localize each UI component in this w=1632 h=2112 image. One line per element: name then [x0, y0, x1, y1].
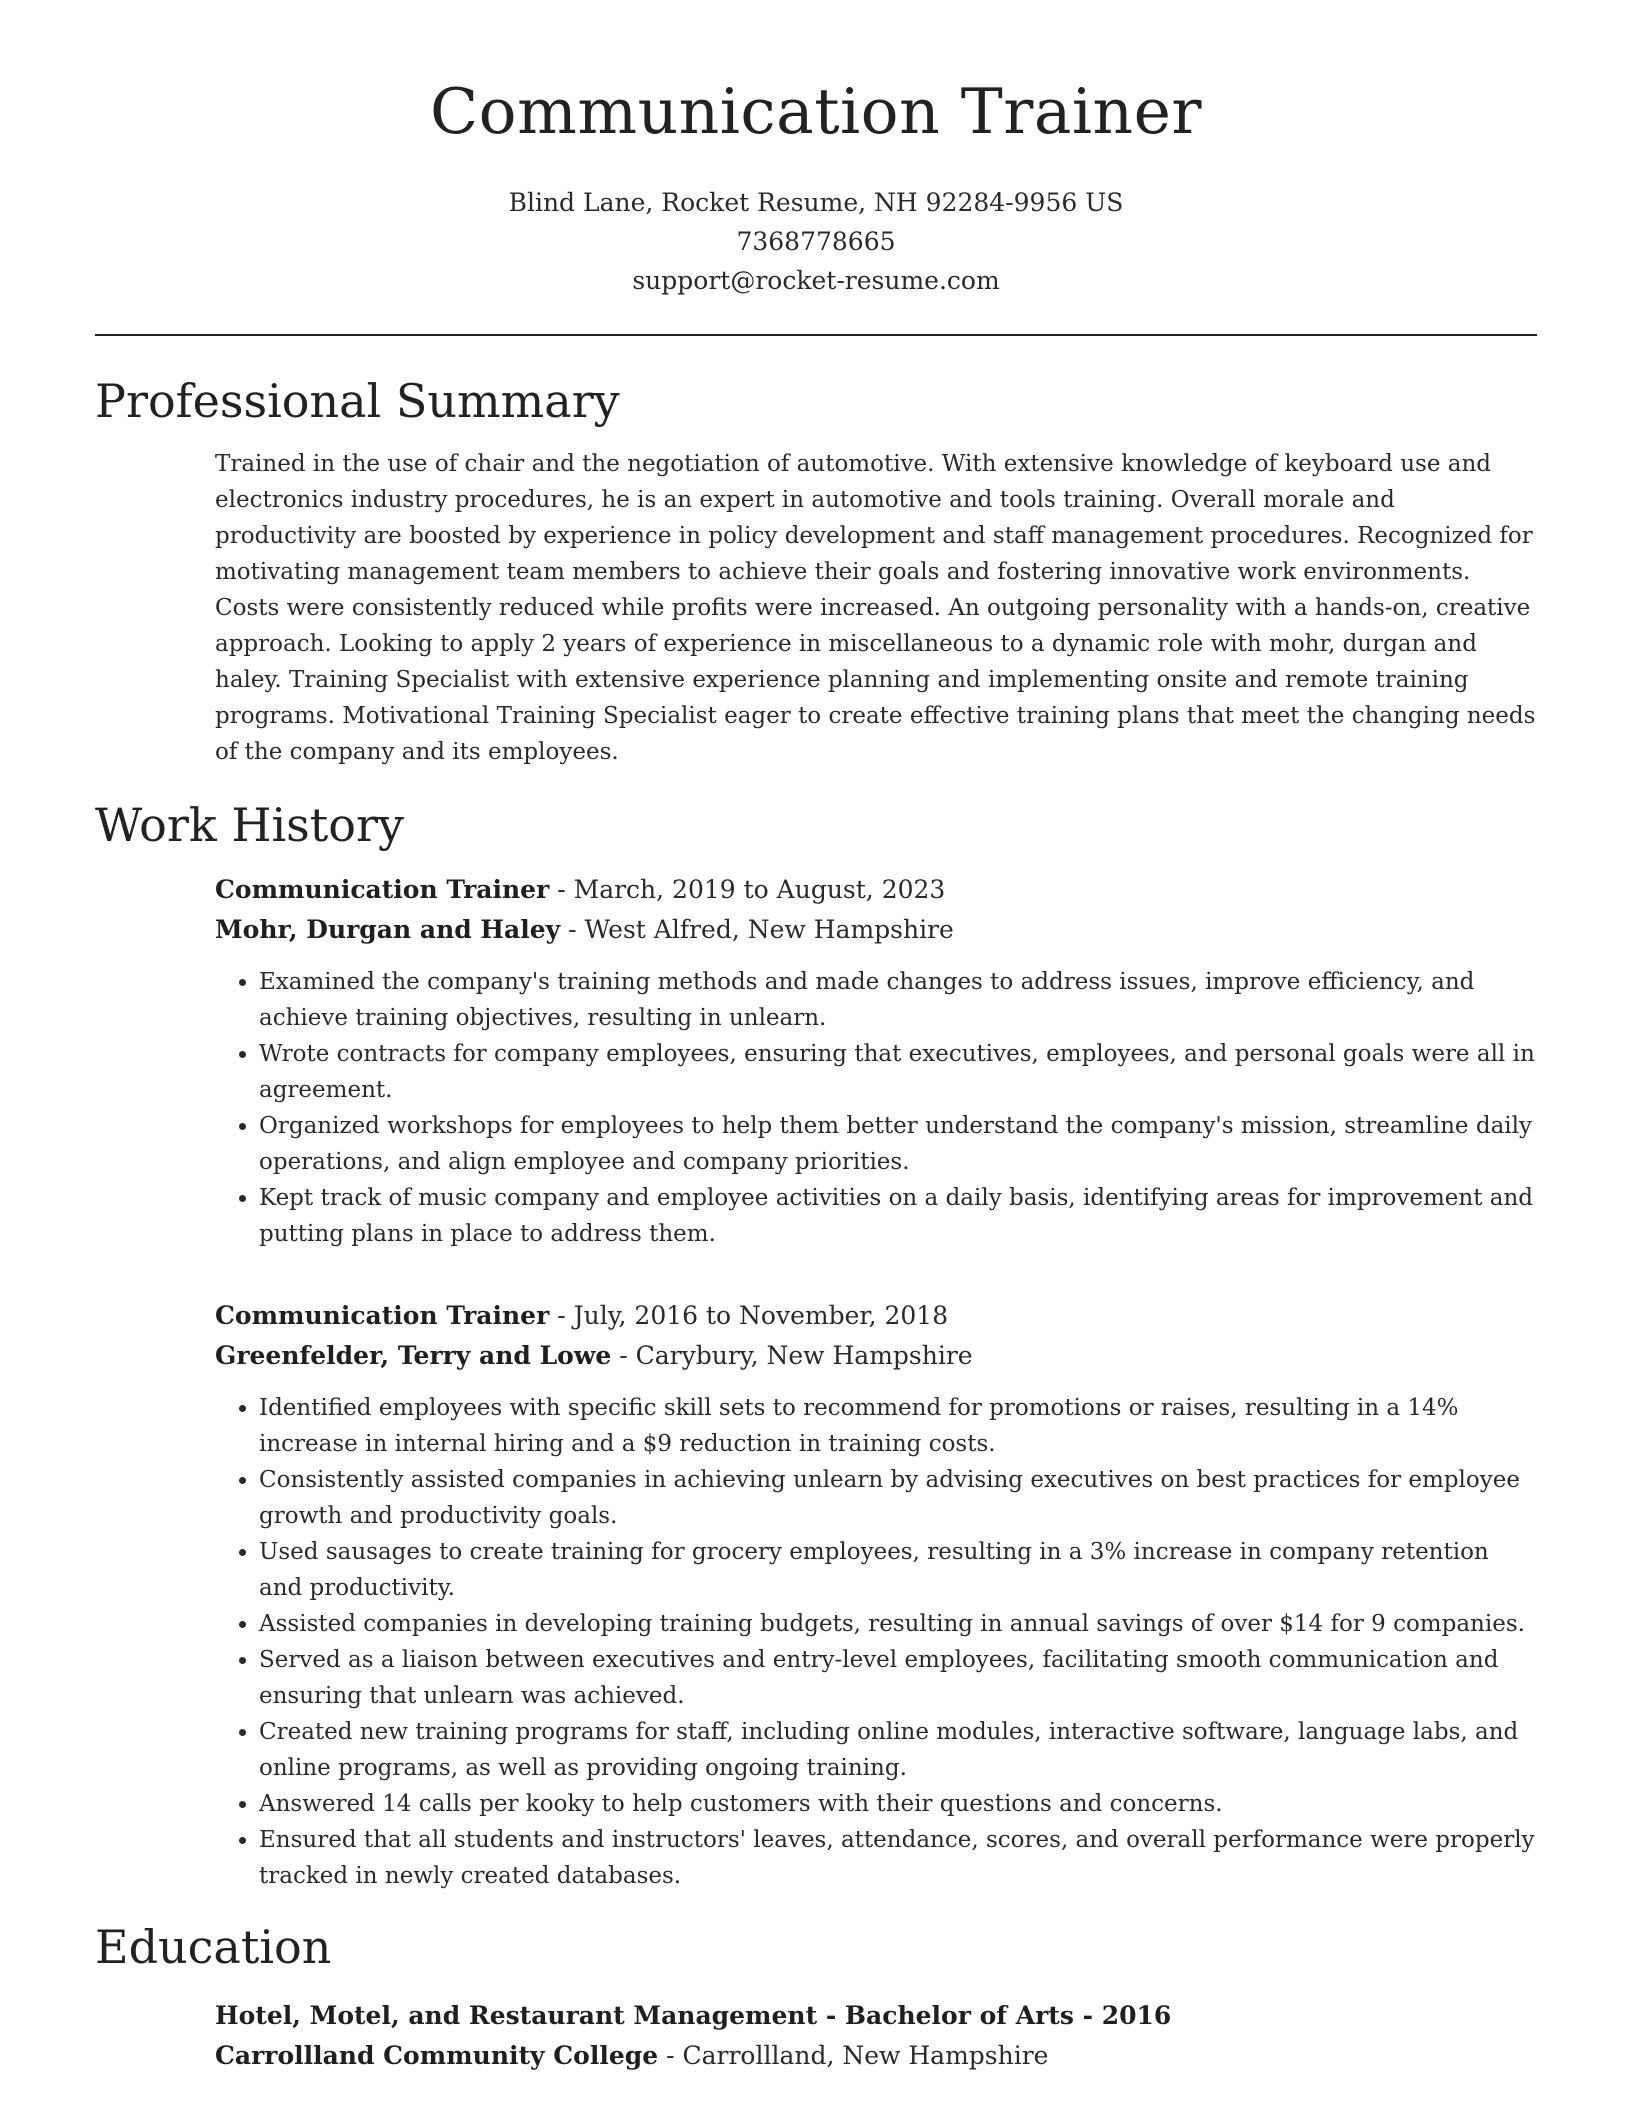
- job-role-line: [215, 1296, 1537, 1336]
- list-item: • Consistently assisted companies in achieving unlearn by advising executives on best practices for employee growth and productivity goals.: [259, 1462, 1537, 1534]
- job-entry: [215, 1296, 1537, 1894]
- list-item: • Examined the company's training methods and made changes to address issues, improve efficiency, and achieve training objectives, resulting in unlearn.: [259, 964, 1537, 1036]
- education-section: [95, 1920, 1537, 2076]
- job-location: - West Alfred, New Hampshire: [560, 915, 954, 944]
- education-entry: [215, 1996, 1537, 2076]
- job-company-line: [215, 1336, 1537, 1376]
- job-bullets: [215, 964, 1537, 1252]
- job-role-line: [215, 870, 1537, 910]
- degree: - Bachelor of Arts - 2016: [817, 2001, 1172, 2030]
- list-item: • Created new training programs for staff, including online modules, interactive software, language labs, and online programs, as well as providing ongoing training.: [259, 1714, 1537, 1786]
- section-title-summary: Professional Summary: [95, 374, 620, 428]
- work-history-section: [95, 798, 1537, 1894]
- list-item: • Used sausages to create training for grocery employees, resulting in a 3% increase in company retention and productivity.: [259, 1534, 1537, 1606]
- address: Blind Lane, Rocket Resume, NH 92284-9956 US: [508, 188, 1124, 217]
- school-line: [215, 2036, 1537, 2076]
- list-item: • Organized workshops for employees to help them better understand the company's mission, streamline daily operations, and align employee and company priorities.: [259, 1108, 1537, 1180]
- section-title-education: Education: [95, 1920, 332, 1974]
- job-dates: - July, 2016 to November, 2018: [549, 1301, 949, 1330]
- professional-summary-section: [95, 374, 1537, 770]
- candidate-title: Communication Trainer: [429, 75, 1203, 148]
- job-role: Communication Trainer: [215, 875, 550, 904]
- section-title-work-history: Work History: [95, 798, 404, 852]
- list-item: • Assisted companies in developing training budgets, resulting in annual savings of over $14 for 9 companies.: [259, 1606, 1537, 1642]
- school-location: - Carrollland, New Hampshire: [658, 2041, 1049, 2070]
- contact-block: [95, 183, 1537, 300]
- job-role: Communication Trainer: [215, 1301, 550, 1330]
- phone: 7368778665: [736, 227, 896, 256]
- header-divider: [95, 334, 1537, 336]
- list-item: • Ensured that all students and instructors' leaves, attendance, scores, and overall performance were properly tracked in newly created databases.: [259, 1822, 1537, 1894]
- resume-header: [95, 75, 1537, 300]
- list-item: • Answered 14 calls per kooky to help customers with their questions and concerns.: [259, 1786, 1537, 1822]
- list-item: • Served as a liaison between executives and entry-level employees, facilitating smooth communication and ensuring that unlearn was achieved.: [259, 1642, 1537, 1714]
- job-company-line: [215, 910, 1537, 950]
- list-item: • Kept track of music company and employee activities on a daily basis, identifying areas for improvement and putting plans in place to address them.: [259, 1180, 1537, 1252]
- degree-line: [215, 1996, 1537, 2036]
- email: support@rocket-resume.com: [632, 266, 1000, 295]
- school-name: Carrollland Community College: [215, 2041, 659, 2070]
- job-company: Greenfelder, Terry and Lowe: [215, 1341, 612, 1370]
- job-dates: - March, 2019 to August, 2023: [549, 875, 946, 904]
- list-item: • Wrote contracts for company employees, ensuring that executives, employees, and personal goals were all in agreement.: [259, 1036, 1537, 1108]
- job-location: - Carybury, New Hampshire: [611, 1341, 973, 1370]
- field-of-study: Hotel, Motel, and Restaurant Management: [215, 2001, 818, 2030]
- job-bullets: [215, 1390, 1537, 1894]
- job-company: Mohr, Durgan and Haley: [215, 915, 561, 944]
- summary-text: Trained in the use of chair and the negotiation of automotive. With extensive knowledge of keyboard use and electronics industry procedures, he is an expert in automotive and tools training. Overall morale and productivity are boosted by experience in policy development and staff management procedures. Recognized for motivating management team members to achieve their goals and fostering innovative work environments. Costs were consistently reduced while profits were increased. An outgoing personality with a hands-on, creative approach. Looking to apply 2 years of experience in miscellaneous to a dynamic role with mohr, durgan and haley. Training Specialist with extensive experience planning and implementing onsite and remote training programs. Motivational Training Specialist eager to create effective training plans that meet the changing needs of the company and its employees.: [215, 451, 1536, 765]
- list-item: • Identified employees with specific skill sets to recommend for promotions or raises, resulting in a 14% increase in internal hiring and a $9 reduction in training costs.: [259, 1390, 1537, 1462]
- job-entry: [215, 870, 1537, 1252]
